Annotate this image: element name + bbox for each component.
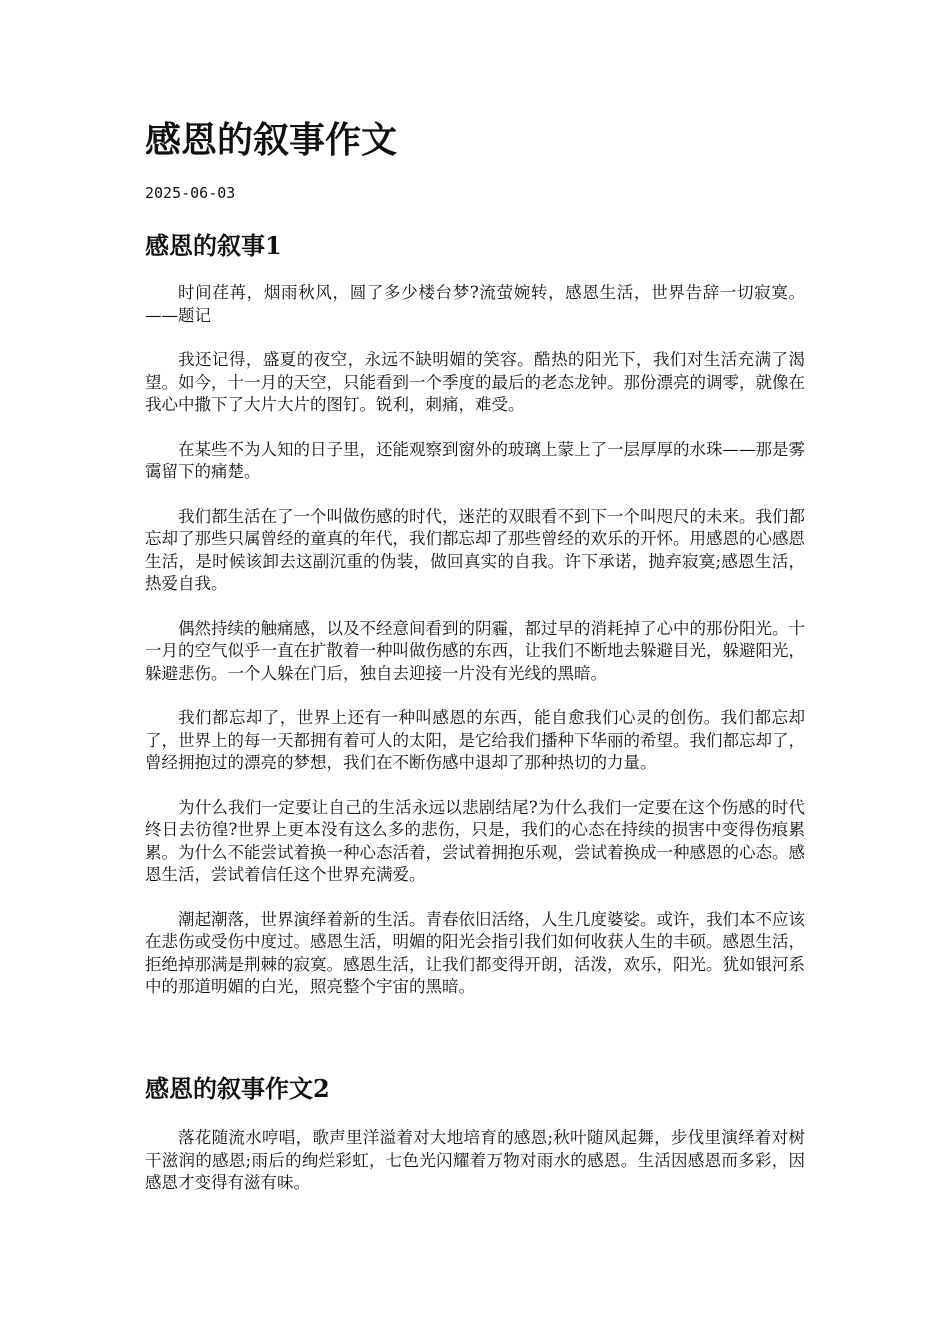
document-date: 2025-06-03 — [145, 184, 236, 202]
section-2-body — [145, 1127, 805, 1217]
section-1-paragraph-3: 在某些不为人知的日子里，还能观察到窗外的玻璃上蒙上了一层厚厚的水珠——那是雾霭留下的痛楚。 — [145, 439, 805, 481]
section-1-paragraph-6: 我们都忘却了，世界上还有一种叫感恩的东西，能自愈我们心灵的创伤。我们都忘却了，世界上的每一天都拥有着可人的太阳，是它给我们播种下华丽的希望。我们都忘却了，曾经拥抱过的漂亮的梦想，我们在不断伤感中退却了那种热切的力量。 — [145, 708, 805, 772]
section-1-paragraph-2: 我还记得，盛夏的夜空，永远不缺明媚的笑容。酷热的阳光下，我们对生活充满了渴望。如今，十一月的天空，只能看到一个季度的最后的老态龙钟。那份漂亮的调零，就像在我心中撒下了大片大片的图钉。锐利，刺痛，难受。 — [145, 350, 805, 414]
section-1-body — [145, 282, 805, 1021]
section-1-paragraph-1: 时间荏苒，烟雨秋风，圆了多少楼台梦?流萤婉转，感恩生活，世界告辞一切寂寞。——题记 — [145, 283, 805, 325]
section-2-heading: 感恩的叙事作文2 — [145, 1074, 330, 1103]
section-1-paragraph-8: 潮起潮落，世界演绎着新的生活。青春依旧活络，人生几度婆娑。或许，我们本不应该在悲伤或受伤中度过。感恩生活，明媚的阳光会指引我们如何收获人生的丰硕。感恩生活，拒绝掉那满是荆棘的寂寞。感恩生活，让我们都变得开朗，活泼，欢乐，阳光。犹如银河系中的那道明媚的白光，照亮整个宇宙的黑暗。 — [145, 909, 805, 996]
section-1-paragraph-4: 我们都生活在了一个叫做伤感的时代，迷茫的双眼看不到下一个叫咫尺的未来。我们都忘却了那些只属曾经的童真的年代，我们都忘却了那些曾经的欢乐的开怀。用感恩的心感恩生活，是时候该卸去这副沉重的伪装，做回真实的自我。许下承诺，抛弃寂寞;感恩生活，热爱自我。 — [145, 506, 805, 593]
document-title: 感恩的叙事作文 — [145, 119, 398, 161]
section-2-paragraph-1: 落花随流水哼唱，歌声里洋溢着对大地培育的感恩;秋叶随风起舞，步伐里演绎着对树干滋润的感恩;雨后的绚烂彩虹，七色光闪耀着万物对雨水的感恩。生活因感恩而多彩，因感恩才变得有滋有味。 — [145, 1128, 805, 1192]
section-1-paragraph-5: 偶然持续的触痛感，以及不经意间看到的阴霾，都过早的消耗掉了心中的那份阳光。十一月的空气似乎一直在扩散着一种叫做伤感的东西，让我们不断地去躲避目光，躲避阳光，躲避悲伤。一个人躲在门后，独自去迎接一片没有光线的黑暗。 — [145, 618, 805, 683]
section-1-heading: 感恩的叙事1 — [145, 231, 282, 260]
section-1-paragraph-7: 为什么我们一定要让自己的生活永远以悲剧结尾?为什么我们一定要在这个伤感的时代终日去彷徨?世界上更本没有这么多的悲伤，只是，我们的心态在持续的损害中变得伤痕累累。为什么不能尝试着换一种心态活着，尝试着拥抱乐观，尝试着换成一种感恩的心态。感恩生活，尝试着信任这个世界充满爱。 — [145, 797, 805, 884]
